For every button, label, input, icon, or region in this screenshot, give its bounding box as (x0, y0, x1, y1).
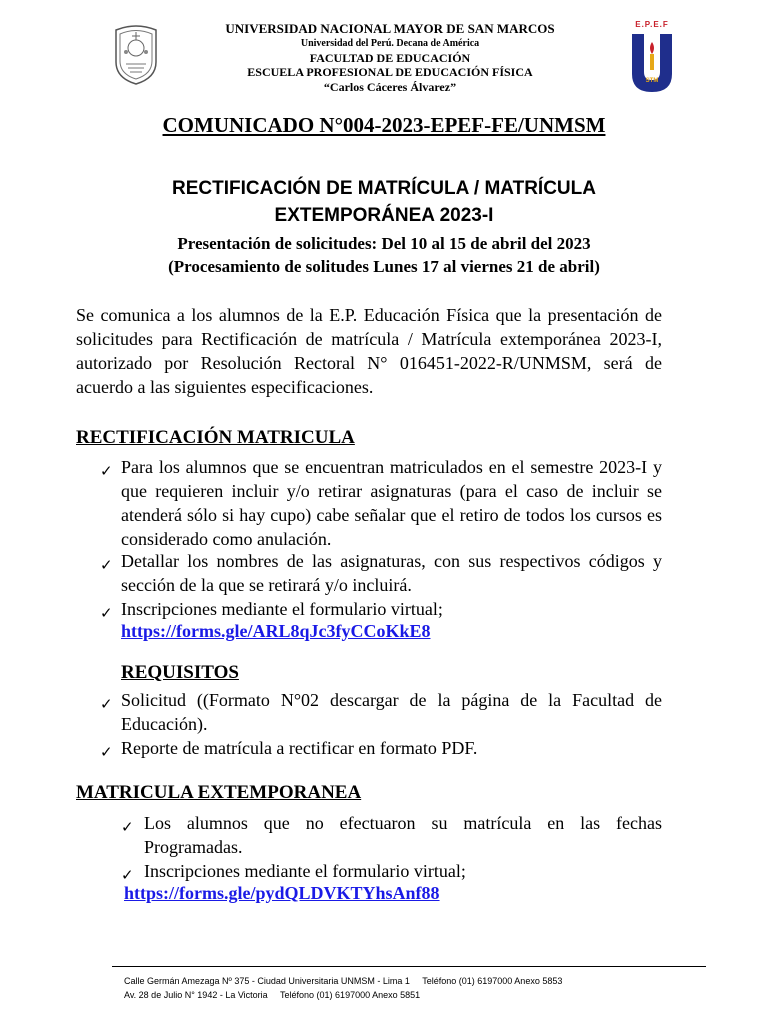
school-honoree: “Carlos Cáceres Álvarez” (323, 80, 457, 94)
title-line-1: RECTIFICACIÓN DE MATRÍCULA / MATRÍCULA (172, 178, 596, 199)
rectificacion-form-link[interactable]: https://forms.gle/ARL8qJc3fyCCoKkE8 (121, 621, 431, 641)
epef-shield-icon (630, 32, 674, 94)
faculty-name: FACULTAD DE EDUCACIÓN (309, 51, 471, 65)
intro-paragraph: Se comunica a los alumnos de la E.P. Educación Física que la presentación de solicitudes para Rectificación de matrícula / Matrícula extemporánea 2023-I, autorizado por Resolución Rectoral N° 016451-2022-R/UNMSM, será de acuerdo a las siguientes especificaciones. (76, 305, 662, 397)
communique-number: COMUNICADO N°004-2023-EPEF-FE/UNMSM (162, 113, 606, 137)
rectificacion-item-3: Inscripciones mediante el formulario virtual; (121, 599, 443, 619)
requisitos-item-1: Solicitud ((Formato N°02 descargar de la página de la Facultad de Educación). (121, 690, 662, 734)
logo-text: E.P.E.F (635, 20, 669, 29)
footer-address-1: Calle Germán Amezaga Nº 375 - Ciudad Universitaria UNMSM - Lima 1 Teléfono (01) 6197000 Anexo 5853 (124, 976, 563, 986)
check-icon: ✓ (100, 464, 113, 480)
school-name: ESCUELA PROFESIONAL DE EDUCACIÓN FÍSICA (247, 65, 533, 79)
rectificacion-heading: RECTIFICACIÓN MATRICULA (76, 427, 355, 448)
rectificacion-item-1: Para los alumnos que se encuentran matriculados en el semestre 2023-I y que requieren incluir y/o retirar asignaturas (para el caso de incluir se atenderá sólo si hay cupo) cabe señalar que el retiro de todos los cursos es considerado como anulación. (121, 457, 662, 549)
footer-address-2: Av. 28 de Julio N° 1942 - La Victoria Teléfono (01) 6197000 Anexo 5851 (124, 990, 421, 1000)
check-icon: ✓ (121, 868, 134, 884)
extemporanea-item-1: Los alumnos que no efectuaron su matrícula en las fechas Programadas. (144, 813, 662, 857)
rectificacion-item-2: Detallar los nombres de las asignaturas, con sus respectivos códigos y sección de la que se retirará y/o incluirá. (121, 551, 662, 595)
presentation-dates: Presentación de solicitudes: Del 10 al 15 de abril del 2023 (177, 234, 591, 253)
extemporanea-item-2: Inscripciones mediante el formulario virtual; (144, 861, 466, 881)
processing-dates: (Procesamiento de solitudes Lunes 17 al viernes 21 de abril) (168, 257, 600, 276)
check-icon: ✓ (100, 745, 113, 761)
check-icon: ✓ (100, 558, 113, 574)
check-icon: ✓ (100, 697, 113, 713)
footer-divider (112, 966, 706, 967)
extemporanea-heading: MATRICULA EXTEMPORANEA (76, 782, 362, 803)
logo-monogram: STM (645, 78, 659, 84)
title-line-2: EXTEMPORÁNEA 2023-I (274, 205, 494, 226)
epef-logo (626, 20, 678, 96)
check-icon: ✓ (100, 606, 113, 622)
university-subtitle: Universidad del Perú. Decana de América (300, 38, 480, 49)
requisitos-heading: REQUISITOS (121, 662, 239, 683)
check-icon: ✓ (121, 820, 134, 836)
university-seal-icon (112, 22, 160, 86)
university-name: UNIVERSIDAD NACIONAL MAYOR DE SAN MARCOS (225, 21, 555, 36)
requisitos-item-2: Reporte de matrícula a rectificar en formato PDF. (121, 738, 478, 758)
extemporanea-form-link[interactable]: https://forms.gle/pydQLDVKTYhsAnf88 (124, 883, 440, 903)
